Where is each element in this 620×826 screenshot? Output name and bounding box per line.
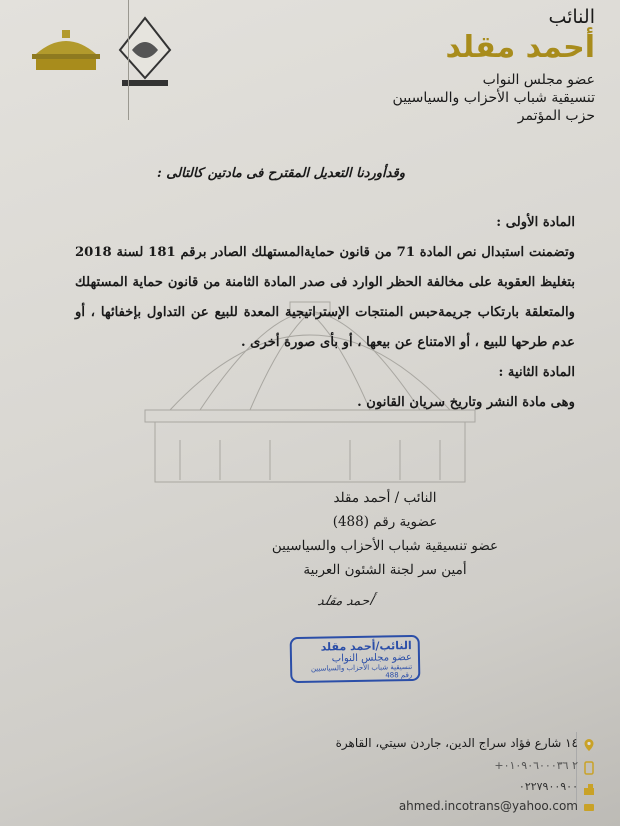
footer-mobile: +٢ ٠١٠٩٠٦٠٠٠٣٦ <box>494 759 578 772</box>
signature-role: أمين سر لجنة الشئون العربية <box>303 562 467 578</box>
article-text: وهى مادة النشر وتاريخ سريان القانون . <box>357 395 575 410</box>
header-name: أحمد مقلد <box>445 30 595 65</box>
article-heading: المادة الأولى : <box>496 215 575 230</box>
stamp-line: النائب/أحمد مقلد <box>320 639 412 654</box>
article-heading: المادة الثانية : <box>498 365 575 380</box>
header-divider <box>128 0 129 120</box>
header-title: النائب <box>548 6 595 28</box>
parliament-logo <box>28 28 104 72</box>
mobile-phone-icon <box>582 760 596 774</box>
intro-text: وقدأوردنا التعديل المقترح فى مادتين كالتالى : <box>156 166 405 181</box>
telephone-icon <box>582 781 596 795</box>
handwritten-signature: أحمد مقلد <box>315 594 375 609</box>
email-icon <box>582 800 596 814</box>
stamp-line: تنسيقية شباب الأحزاب والسياسيين رقم 488 <box>310 663 413 680</box>
location-pin-icon <box>582 737 596 751</box>
footer-email[interactable]: ahmed.incotrans@yahoo.com <box>398 799 578 813</box>
signature-role: عضو تنسيقية شباب الأحزاب والسياسيين <box>271 538 499 554</box>
header-line: حزب المؤتمر <box>517 108 595 124</box>
header-line: عضو مجلس النواب <box>482 72 595 88</box>
stamp-line: عضو مجلس النواب <box>331 652 413 665</box>
footer-address: ١٤ شارع فؤاد سراج الدين، جاردن سيتي، القاهرة <box>335 736 578 750</box>
membership-number: عضوية رقم (488) <box>332 514 438 530</box>
header-line: تنسيقية شباب الأحزاب والسياسيين <box>392 90 595 106</box>
signature-name-line: النائب / أحمد مقلد <box>333 490 437 506</box>
official-stamp <box>290 635 421 683</box>
articles <box>75 208 575 418</box>
article-text: وتضمنت استبدال نص المادة 71 من قانون حمايةالمستهلك الصادر برقم 181 لسنة 2018 بتغليظ العقوبة على مخالفة الحظر الوارد فى صدر المادة الثامنة من قانون حماية المستهلك والمتعلقة بارتكاب جريمةحبس المنتجات الإستراتيجية المعدة للبيع عن التداول بإخفائها ، أو عدم طرحها للبيع ، أو الامتناع عن بيعها ، أو بأى صورة أخرى . <box>75 245 576 350</box>
youth-coordination-logo <box>116 16 174 88</box>
footer-phone: ٠٢٢٧٩٠٠٩٠٠ <box>518 780 578 793</box>
